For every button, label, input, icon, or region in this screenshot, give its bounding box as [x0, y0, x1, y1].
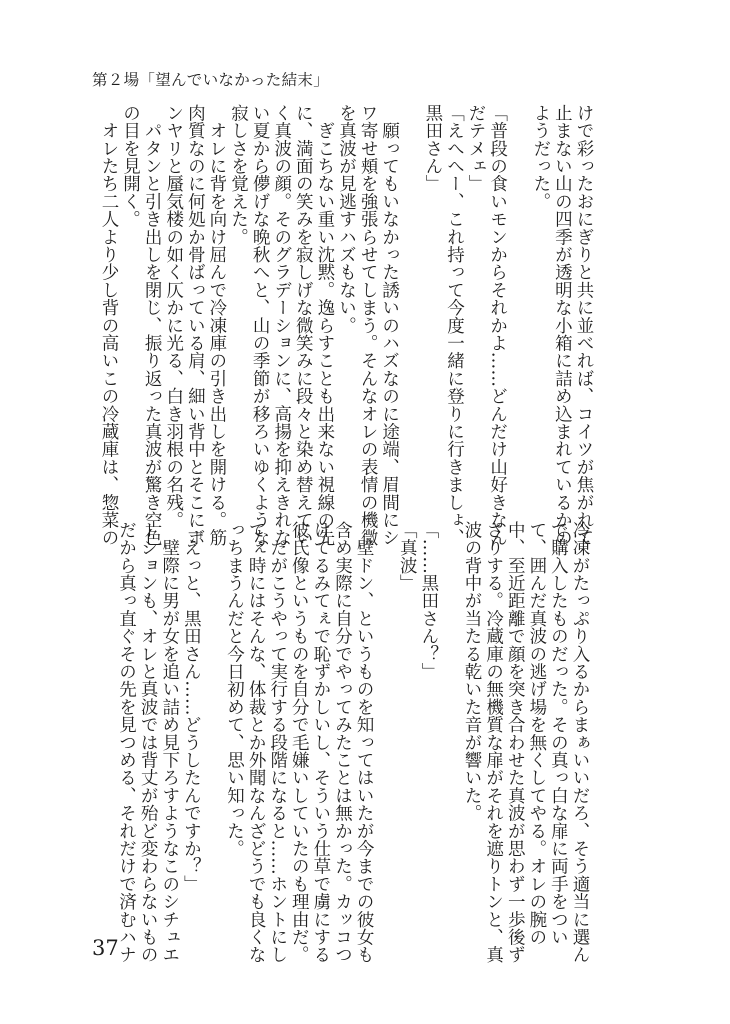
text-column: さりする。冷蔵庫の無機質な扉がそれを遮りトンと、真	[483, 521, 504, 964]
text-column: て、囲んだ真波の逃げ場を無くしてやる。オレの腕の	[526, 521, 547, 946]
text-column: ンヤリと蜃気楼の如く仄かに光る、白き羽根の名残。	[163, 104, 184, 529]
text-column: 黒田さん」	[422, 104, 443, 193]
page-number: 37	[92, 936, 119, 960]
upper-text-block	[97, 104, 594, 547]
text-column: ぎこちない重い沈黙。逸らすことも出来ない視線の先	[314, 104, 335, 547]
text-column: 肉質なのに何処か骨ばっている肩、細い背中とそこにボ	[185, 104, 206, 547]
chapter-header: 第２場「望んでいなかった結末」	[92, 71, 330, 89]
text-column: けで彩ったおにぎりと共に並べれば、コイツが焦がれて	[574, 104, 594, 547]
text-column: 「……黒田さん？」	[418, 521, 439, 681]
text-column: ーションも、オレと真波では背丈が殆ど変わらないもの	[138, 521, 159, 964]
text-column	[508, 104, 530, 504]
text-column: 中、至近距離で顔を突き合わせた真波が思わず一歩後ず	[505, 521, 526, 964]
text-column: オレに背を向け屈んで冷凍庫の引き出しを開ける。筋	[206, 104, 227, 547]
text-column: 冷凍がたっぷり入るからまぁいいだろ、そう適当に選ん	[570, 521, 590, 964]
lower-text-block	[115, 521, 590, 964]
text-column	[439, 521, 461, 941]
text-column: に、満面の笑みを寂しげな微笑みに段々と染め替えてい	[293, 104, 314, 547]
text-column: ワ寄せ頬を強張らせてしまう。そんなオレの表情の機微	[358, 104, 379, 547]
text-column: の目を見開く。	[120, 104, 141, 228]
text-column: を真波が見逃すハズもない。	[336, 104, 357, 335]
text-column: い夏から儚げな晩秋へと、山の季節が移ろいゆくような	[250, 104, 271, 547]
text-column: パタンと引き出しを閉じ、振り返った真波が驚き空色	[142, 104, 163, 547]
text-column: く真波の顔。そのグラデーションに、高揚を抑えきれな	[271, 104, 292, 547]
text-column	[201, 521, 223, 941]
text-column: オレたち二人より少し背の高いこの冷蔵庫は、惣菜の	[98, 104, 119, 547]
text-column: 「えへへー、これ持って今度一緒に登りに行きましょ、	[444, 104, 465, 547]
text-column: で購入したものだった。その真っ白な扉に両手をつい	[548, 521, 569, 946]
text-column: だテメェ」	[466, 104, 487, 193]
text-column: 壁ドン、というものを知ってはいたが今までの彼女も	[354, 521, 375, 964]
text-column: 「普段の食いモンからそれかよ……どんだけ山好きなん	[487, 104, 508, 547]
text-column: けてるみてぇで恥ずかしいし、そういう仕草で虜にする	[310, 521, 331, 964]
text-column: 寂しさを覚えた。	[228, 104, 249, 246]
text-column: 壁際に男が女を追い詰め見下ろすようなこのシチュエ	[159, 521, 180, 964]
text-column: ようだった。	[530, 104, 551, 211]
text-column: 波の背中が当たる乾いた音が響いた。	[462, 521, 483, 822]
text-column: てぇ時にはそんな、体裁とか外聞なんざどうでも良くな	[246, 521, 267, 964]
text-column	[400, 104, 422, 504]
text-column: だから真っ直ぐその先を見つめる、それだけで済むハナ	[116, 521, 137, 964]
text-column: 止まない山の四季が透明な小箱に詰め込まれているかの	[552, 104, 573, 547]
text-column: 「えっと、黒田さん……どうしたんですか？」	[181, 521, 202, 893]
text-column: 含め実際に自分でやってみたことは無かった。カッコつ	[332, 521, 353, 964]
text-column: 願ってもいなかった誘いのハズなのに途端、眉間にシ	[379, 104, 400, 547]
text-column: だがこうやって実行する段階になると……ホントにし	[267, 521, 288, 964]
text-column	[374, 521, 396, 941]
text-column: 彼氏像というものを自分で毛嫌いしていたのも理由だ。	[289, 521, 310, 964]
text-column: 「真波」	[397, 521, 418, 592]
text-column: っちまうんだと今日初めて、思い知った。	[224, 521, 245, 858]
